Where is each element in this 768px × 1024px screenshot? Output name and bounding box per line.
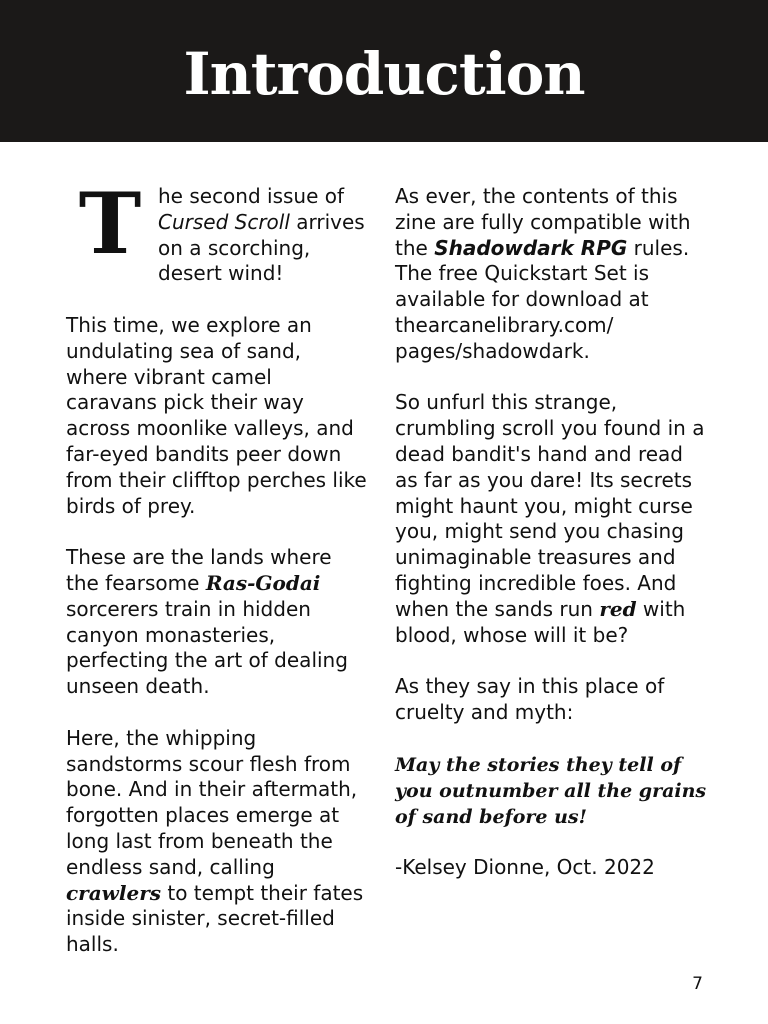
right-column	[395, 184, 707, 907]
intro-text-a: he second issue of	[158, 184, 345, 208]
lands-text-a: These are the lands where the fearsome	[66, 545, 332, 595]
title-banner	[0, 0, 768, 142]
zine-name: Cursed Scroll	[158, 209, 290, 234]
explore-paragraph: This time, we explore an undulating sea of sand, where vibrant camel caravans pick their way across moonlike valleys, and far-eyed bandits peer down from their clifftop perches like birds of prey.	[66, 312, 367, 518]
red-word: red	[599, 596, 637, 621]
compat-text-a: As ever, the contents of this zine are fully compatible with the	[395, 184, 691, 260]
sandstorm-text-a: Here, the whipping sandstorms scour flesh from bone. And in their aftermath, forgotten places emerge at long last from beneath the endless sand, calling	[66, 725, 358, 879]
sandstorm-text-b: to tempt their fates inside sinister, secret-filled halls.	[66, 880, 364, 957]
unfurl-text-b: with blood, whose will it be?	[395, 596, 686, 647]
blessing-quote: May the stories they tell of you outnumber all the grains of sand before us!	[395, 753, 707, 828]
crawlers-term: crawlers	[66, 880, 162, 905]
myth-paragraph: As they say in this place of cruelty and myth:	[395, 674, 665, 724]
unfurl-paragraph	[395, 390, 707, 648]
intro-text-b: arrives on a scorching, desert wind!	[158, 209, 365, 286]
page-number: 7	[692, 974, 703, 994]
sandstorm-paragraph	[66, 726, 368, 958]
lands-paragraph	[66, 545, 368, 700]
ras-godai-name: Ras-Godai	[205, 570, 321, 595]
lands-text-b: sorcerers train in hidden canyon monasteries, perfecting the art of dealing unseen death.	[66, 596, 348, 699]
signature: -Kelsey Dionne, Oct. 2022	[395, 855, 655, 880]
left-column	[66, 174, 368, 984]
page-title: Introduction	[183, 40, 585, 108]
unfurl-text-a: So unfurl this strange, crumbling scroll you found in a dead bandit's hand and read as far as you dare! Its secrets might haunt you, might curse you, might send you chasing unimaginable treasures and fighting incredible foes. And when the sands run	[395, 390, 705, 621]
drop-cap: T	[78, 174, 142, 273]
compatibility-paragraph	[395, 184, 707, 365]
intro-paragraph	[66, 174, 368, 287]
game-name: Shadowdark RPG	[434, 235, 628, 260]
compat-text-b: rules. The free Quickstart Set is available for download at thearcanelibrary.com/ pages/shadowdark.	[395, 235, 690, 363]
